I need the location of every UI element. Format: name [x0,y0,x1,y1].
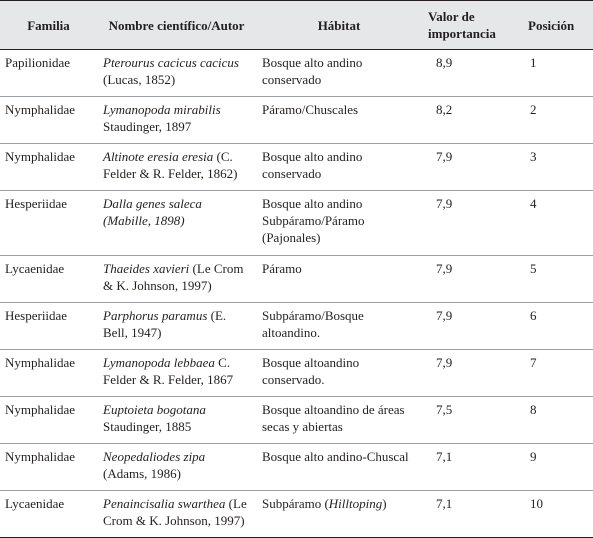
species-name: Euptoieta bogotana [103,402,206,417]
header-nombre: Nombre científico/Autor [97,1,256,50]
cell-valor: 7,9 [422,350,522,397]
cell-habitat: Bosque altoandino de áreas secas y abiertas [256,397,422,444]
cell-posicion: 1 [522,50,593,97]
cell-valor: 7,5 [422,397,522,444]
cell-nombre [97,50,256,97]
table-body [0,50,593,538]
cell-nombre [97,191,256,256]
cell-habitat: Bosque alto andino-Chuscal [256,444,422,491]
cell-valor: 7,9 [422,191,522,256]
cell-posicion: 7 [522,350,593,397]
cell-familia: Nymphalidae [0,97,97,144]
cell-habitat: Bosque alto andino conservado [256,144,422,191]
cell-nombre [97,491,256,538]
species-author: C. Felder & R. Felder, 1867 [103,355,234,387]
header-habitat: Hábitat [256,1,422,50]
cell-posicion: 9 [522,444,593,491]
cell-posicion: 8 [522,397,593,444]
table-row [0,444,593,491]
table-row [0,50,593,97]
cell-valor: 7,9 [422,303,522,350]
species-author: (Le Crom & K. Johnson, 1997) [103,496,247,528]
species-author: Staudinger, 1885 [103,419,192,434]
cell-nombre [97,350,256,397]
cell-familia: Nymphalidae [0,444,97,491]
cell-habitat: Bosque alto andino conservado [256,50,422,97]
cell-nombre [97,144,256,191]
species-name: Dalla genes saleca (Mabille, 1898) [103,196,202,228]
cell-posicion: 2 [522,97,593,144]
table-row [0,491,593,538]
cell-nombre [97,97,256,144]
cell-habitat: Páramo/Chuscales [256,97,422,144]
cell-posicion: 4 [522,191,593,256]
cell-familia: Nymphalidae [0,397,97,444]
species-name: Lymanopoda mirabilis [103,102,221,117]
species-name: Altinote eresia eresia [103,149,214,164]
habitat-text: Subpáramo ( [262,496,329,511]
species-name: Neopedaliodes zipa [103,449,206,464]
header-posicion: Posición [522,1,593,50]
species-author: (E. Bell, 1947) [103,308,227,340]
cell-posicion: 6 [522,303,593,350]
cell-habitat [256,491,422,538]
species-author: (Le Crom & K. Johnson, 1997) [103,261,244,293]
species-author: (Lucas, 1852) [103,72,176,87]
cell-familia: Papilionidae [0,50,97,97]
cell-familia: Lycaenidae [0,256,97,303]
cell-habitat: Bosque altoandino conservado. [256,350,422,397]
table-row [0,144,593,191]
cell-habitat: Páramo [256,256,422,303]
cell-posicion: 5 [522,256,593,303]
cell-posicion: 10 [522,491,593,538]
cell-valor: 7,1 [422,444,522,491]
cell-valor: 8,9 [422,50,522,97]
table-row [0,350,593,397]
table-row [0,256,593,303]
cell-posicion: 3 [522,144,593,191]
species-name: Pterourus cacicus cacicus [103,55,239,70]
species-author: (Adams, 1986) [103,466,181,481]
cell-nombre [97,397,256,444]
cell-valor: 8,2 [422,97,522,144]
table-header [0,1,593,50]
cell-familia: Nymphalidae [0,350,97,397]
cell-familia: Hesperiidae [0,191,97,256]
species-author: Staudinger, 1897 [103,119,192,134]
cell-familia: Nymphalidae [0,144,97,191]
header-familia: Familia [0,1,97,50]
cell-nombre [97,444,256,491]
habitat-italic-text: Hilltoping [328,496,383,511]
cell-valor: 7,9 [422,144,522,191]
cell-habitat: Bosque alto andino Subpáramo/Páramo (Pajonales) [256,191,422,256]
cell-familia: Lycaenidae [0,491,97,538]
table-row [0,191,593,256]
cell-valor: 7,9 [422,256,522,303]
cell-nombre [97,303,256,350]
header-valor: Valor de importancia [422,1,522,50]
species-author: (C. Felder & R. Felder, 1862) [103,149,238,181]
table-row [0,97,593,144]
cell-nombre [97,256,256,303]
species-name: Penaincisalia swarthea [103,496,226,511]
cell-familia: Hesperiidae [0,303,97,350]
cell-habitat: Subpáramo/Bosque altoandino. [256,303,422,350]
species-name: Parphorus paramus [103,308,208,323]
header-row [0,1,593,50]
species-name: Thaeides xavieri [103,261,190,276]
species-name: Lymanopoda lebbaea [103,355,215,370]
cell-valor: 7,1 [422,491,522,538]
table-row [0,303,593,350]
table-row [0,397,593,444]
habitat-text-end: ) [382,496,387,511]
